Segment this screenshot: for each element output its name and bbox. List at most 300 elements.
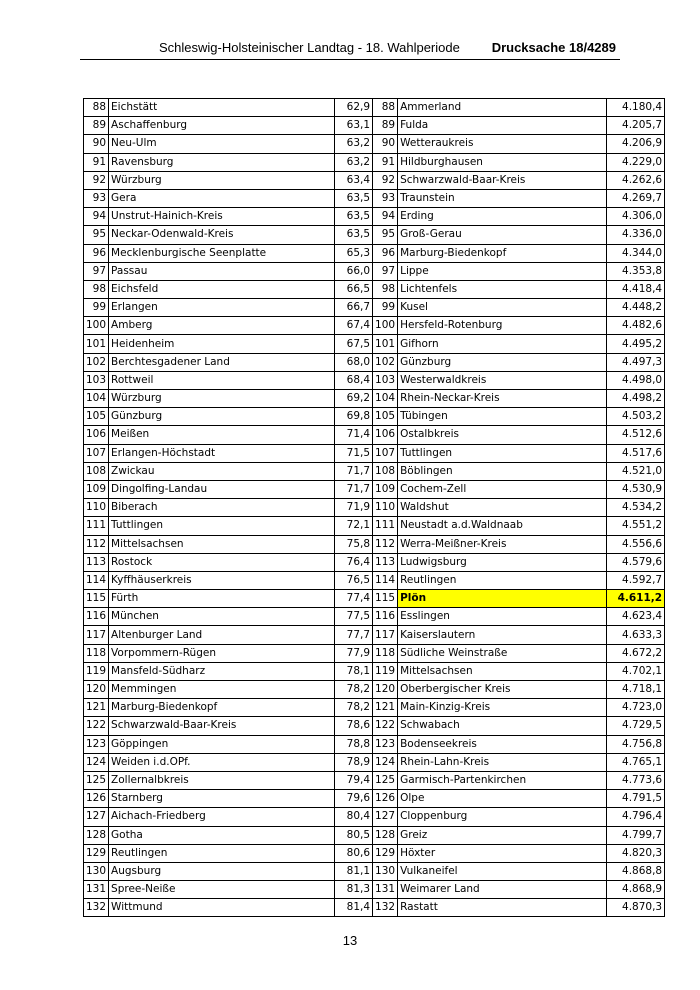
value-b-cell: 4.482,6 [607,317,665,335]
table-row [84,371,665,389]
district-b-cell: Main-Kinzig-Kreis [398,699,607,717]
table-row [84,881,665,899]
rank-b-cell: 101 [373,335,398,353]
value-b-cell: 4.336,0 [607,226,665,244]
district-a-cell: Biberach [109,499,335,517]
rank-a-cell: 104 [84,390,109,408]
rank-a-cell: 94 [84,208,109,226]
district-a-cell: Würzburg [109,171,335,189]
rank-b-cell: 113 [373,553,398,571]
table-row [84,517,665,535]
value-b-cell: 4.551,2 [607,517,665,535]
rank-a-cell: 102 [84,353,109,371]
value-a-cell: 66,7 [335,299,373,317]
rank-b-cell: 118 [373,644,398,662]
value-b-cell: 4.756,8 [607,735,665,753]
table-row [84,462,665,480]
rank-a-cell: 125 [84,771,109,789]
rank-a-cell: 99 [84,299,109,317]
table-row [84,771,665,789]
district-a-cell: Schwarzwald-Baar-Kreis [109,717,335,735]
value-a-cell: 78,2 [335,681,373,699]
table-row [84,426,665,444]
value-a-cell: 78,6 [335,717,373,735]
value-b-cell: 4.306,0 [607,208,665,226]
value-a-cell: 81,4 [335,899,373,917]
rank-a-cell: 115 [84,590,109,608]
value-b-cell: 4.495,2 [607,335,665,353]
document-title: Schleswig-Holsteinischer Landtag - 18. Wahlperiode [159,40,460,55]
district-b-cell: Kusel [398,299,607,317]
district-b-cell: Schwarzwald-Baar-Kreis [398,171,607,189]
district-b-cell: Cloppenburg [398,808,607,826]
table-row [84,299,665,317]
rank-a-cell: 107 [84,444,109,462]
value-a-cell: 72,1 [335,517,373,535]
value-a-cell: 75,8 [335,535,373,553]
district-a-cell: Marburg-Biedenkopf [109,699,335,717]
rank-a-cell: 109 [84,480,109,498]
value-b-cell: 4.765,1 [607,753,665,771]
district-a-cell: Berchtesgadener Land [109,353,335,371]
rank-b-cell: 100 [373,317,398,335]
rank-b-cell: 91 [373,153,398,171]
value-a-cell: 63,2 [335,153,373,171]
value-a-cell: 80,6 [335,844,373,862]
table-row [84,644,665,662]
district-b-cell: Westerwaldkreis [398,371,607,389]
district-a-cell: Memmingen [109,681,335,699]
rank-b-cell: 126 [373,790,398,808]
value-a-cell: 78,9 [335,753,373,771]
value-b-cell: 4.702,1 [607,662,665,680]
rank-b-cell: 105 [373,408,398,426]
value-a-cell: 66,0 [335,262,373,280]
rank-a-cell: 93 [84,189,109,207]
value-a-cell: 62,9 [335,99,373,117]
district-b-cell: Hildburghausen [398,153,607,171]
district-a-cell: Tuttlingen [109,517,335,535]
district-b-cell: Günzburg [398,353,607,371]
district-b-cell: Mittelsachsen [398,662,607,680]
rank-b-cell: 104 [373,390,398,408]
district-b-cell: Oberbergischer Kreis [398,681,607,699]
table-row [84,171,665,189]
rank-a-cell: 120 [84,681,109,699]
rank-b-cell: 89 [373,117,398,135]
district-b-cell: Waldshut [398,499,607,517]
district-b-cell: Groß-Gerau [398,226,607,244]
value-a-cell: 63,5 [335,208,373,226]
rank-a-cell: 100 [84,317,109,335]
rank-b-cell: 102 [373,353,398,371]
district-a-cell: Günzburg [109,408,335,426]
rank-a-cell: 127 [84,808,109,826]
district-a-cell: Rottweil [109,371,335,389]
ranking-table-body [84,99,665,917]
district-a-cell: Erlangen [109,299,335,317]
value-b-cell: 4.534,2 [607,499,665,517]
value-a-cell: 78,1 [335,662,373,680]
rank-b-cell: 114 [373,571,398,589]
rank-a-cell: 90 [84,135,109,153]
value-b-cell: 4.718,1 [607,681,665,699]
value-b-cell: 4.611,2 [607,590,665,608]
value-a-cell: 71,7 [335,480,373,498]
value-a-cell: 76,4 [335,553,373,571]
value-b-cell: 4.796,4 [607,808,665,826]
district-a-cell: Heidenheim [109,335,335,353]
rank-a-cell: 95 [84,226,109,244]
value-b-cell: 4.517,6 [607,444,665,462]
rank-a-cell: 118 [84,644,109,662]
table-row [84,608,665,626]
rank-b-cell: 127 [373,808,398,826]
table-row [84,499,665,517]
rank-b-cell: 108 [373,462,398,480]
table-row [84,626,665,644]
district-a-cell: Starnberg [109,790,335,808]
district-b-cell: Weimarer Land [398,881,607,899]
rank-a-cell: 114 [84,571,109,589]
district-b-cell: Höxter [398,844,607,862]
value-a-cell: 63,1 [335,117,373,135]
district-a-cell: Neu-Ulm [109,135,335,153]
district-a-cell: Rostock [109,553,335,571]
value-a-cell: 79,4 [335,771,373,789]
district-b-cell: Rhein-Neckar-Kreis [398,390,607,408]
value-b-cell: 4.672,2 [607,644,665,662]
rank-a-cell: 132 [84,899,109,917]
value-a-cell: 77,9 [335,644,373,662]
table-row [84,408,665,426]
rank-a-cell: 106 [84,426,109,444]
value-b-cell: 4.269,7 [607,189,665,207]
value-a-cell: 63,5 [335,189,373,207]
rank-a-cell: 130 [84,862,109,880]
table-row [84,390,665,408]
district-b-cell: Fulda [398,117,607,135]
rank-a-cell: 105 [84,408,109,426]
value-a-cell: 81,3 [335,881,373,899]
district-a-cell: Aschaffenburg [109,117,335,135]
district-b-cell: Tübingen [398,408,607,426]
ranking-table [83,98,665,917]
value-b-cell: 4.512,6 [607,426,665,444]
rank-b-cell: 123 [373,735,398,753]
page-header [80,38,620,60]
value-a-cell: 71,4 [335,426,373,444]
district-b-cell: Ammerland [398,99,607,117]
table-row [84,899,665,917]
value-a-cell: 71,7 [335,462,373,480]
district-b-cell: Tuttlingen [398,444,607,462]
rank-a-cell: 92 [84,171,109,189]
value-a-cell: 80,4 [335,808,373,826]
value-b-cell: 4.498,2 [607,390,665,408]
rank-b-cell: 94 [373,208,398,226]
district-a-cell: Dingolfing-Landau [109,480,335,498]
district-b-cell: Marburg-Biedenkopf [398,244,607,262]
table-row [84,99,665,117]
value-b-cell: 4.791,5 [607,790,665,808]
page-number: 13 [342,933,358,948]
rank-b-cell: 116 [373,608,398,626]
rank-a-cell: 122 [84,717,109,735]
district-a-cell: Vorpommern-Rügen [109,644,335,662]
value-a-cell: 80,5 [335,826,373,844]
rank-b-cell: 90 [373,135,398,153]
rank-b-cell: 112 [373,535,398,553]
district-a-cell: Amberg [109,317,335,335]
district-b-cell: Cochem-Zell [398,480,607,498]
table-row [84,662,665,680]
table-row [84,135,665,153]
table-row [84,117,665,135]
value-b-cell: 4.497,3 [607,353,665,371]
table-row [84,189,665,207]
rank-b-cell: 103 [373,371,398,389]
rank-a-cell: 98 [84,280,109,298]
table-row [84,844,665,862]
district-a-cell: Zollernalbkreis [109,771,335,789]
rank-a-cell: 129 [84,844,109,862]
district-a-cell: München [109,608,335,626]
rank-a-cell: 121 [84,699,109,717]
district-b-cell: Gifhorn [398,335,607,353]
value-b-cell: 4.498,0 [607,371,665,389]
value-a-cell: 71,9 [335,499,373,517]
value-b-cell: 4.262,6 [607,171,665,189]
table-row [84,862,665,880]
district-b-cell: Erding [398,208,607,226]
value-a-cell: 63,4 [335,171,373,189]
district-a-cell: Ravensburg [109,153,335,171]
district-b-cell: Werra-Meißner-Kreis [398,535,607,553]
value-b-cell: 4.344,0 [607,244,665,262]
value-b-cell: 4.556,6 [607,535,665,553]
rank-a-cell: 88 [84,99,109,117]
rank-b-cell: 119 [373,662,398,680]
district-b-cell: Lippe [398,262,607,280]
table-row [84,317,665,335]
table-row [84,280,665,298]
document-number: Drucksache 18/4289 [491,40,616,55]
district-b-cell: Ludwigsburg [398,553,607,571]
rank-a-cell: 117 [84,626,109,644]
value-a-cell: 71,5 [335,444,373,462]
value-b-cell: 4.448,2 [607,299,665,317]
table-row [84,444,665,462]
table-row [84,790,665,808]
value-a-cell: 68,0 [335,353,373,371]
rank-b-cell: 106 [373,426,398,444]
rank-b-cell: 117 [373,626,398,644]
table-row [84,535,665,553]
district-a-cell: Fürth [109,590,335,608]
rank-b-cell: 109 [373,480,398,498]
district-a-cell: Unstrut-Hainich-Kreis [109,208,335,226]
district-b-cell: Böblingen [398,462,607,480]
rank-b-cell: 92 [373,171,398,189]
district-a-cell: Eichstätt [109,99,335,117]
value-a-cell: 79,6 [335,790,373,808]
rank-b-cell: 129 [373,844,398,862]
value-b-cell: 4.353,8 [607,262,665,280]
rank-b-cell: 122 [373,717,398,735]
rank-a-cell: 101 [84,335,109,353]
district-a-cell: Weiden i.d.OPf. [109,753,335,771]
table-row [84,571,665,589]
rank-b-cell: 99 [373,299,398,317]
table-row [84,735,665,753]
district-a-cell: Meißen [109,426,335,444]
value-b-cell: 4.521,0 [607,462,665,480]
value-a-cell: 77,4 [335,590,373,608]
table-row [84,335,665,353]
rank-b-cell: 132 [373,899,398,917]
table-row [84,681,665,699]
value-b-cell: 4.870,3 [607,899,665,917]
district-a-cell: Neckar-Odenwald-Kreis [109,226,335,244]
rank-a-cell: 111 [84,517,109,535]
district-b-cell: Rhein-Lahn-Kreis [398,753,607,771]
district-b-cell: Lichtenfels [398,280,607,298]
value-b-cell: 4.799,7 [607,826,665,844]
district-b-cell: Traunstein [398,189,607,207]
rank-b-cell: 96 [373,244,398,262]
rank-b-cell: 128 [373,826,398,844]
rank-b-cell: 95 [373,226,398,244]
rank-a-cell: 128 [84,826,109,844]
district-b-cell: Vulkaneifel [398,862,607,880]
table-row [84,826,665,844]
value-b-cell: 4.205,7 [607,117,665,135]
district-b-cell: Garmisch-Partenkirchen [398,771,607,789]
value-a-cell: 66,5 [335,280,373,298]
value-a-cell: 77,5 [335,608,373,626]
district-b-cell: Wetteraukreis [398,135,607,153]
table-row [84,244,665,262]
rank-b-cell: 110 [373,499,398,517]
value-b-cell: 4.206,9 [607,135,665,153]
rank-b-cell: 131 [373,881,398,899]
value-b-cell: 4.579,6 [607,553,665,571]
district-a-cell: Spree-Neiße [109,881,335,899]
district-a-cell: Eichsfeld [109,280,335,298]
district-a-cell: Altenburger Land [109,626,335,644]
rank-b-cell: 111 [373,517,398,535]
table-row [84,226,665,244]
rank-b-cell: 124 [373,753,398,771]
rank-a-cell: 113 [84,553,109,571]
district-a-cell: Würzburg [109,390,335,408]
rank-b-cell: 121 [373,699,398,717]
district-a-cell: Wittmund [109,899,335,917]
value-b-cell: 4.773,6 [607,771,665,789]
value-b-cell: 4.868,9 [607,881,665,899]
district-a-cell: Göppingen [109,735,335,753]
rank-a-cell: 96 [84,244,109,262]
rank-a-cell: 103 [84,371,109,389]
rank-b-cell: 88 [373,99,398,117]
rank-a-cell: 124 [84,753,109,771]
district-b-cell: Hersfeld-Rotenburg [398,317,607,335]
value-a-cell: 63,5 [335,226,373,244]
rank-b-cell: 130 [373,862,398,880]
rank-a-cell: 110 [84,499,109,517]
district-a-cell: Kyffhäuserkreis [109,571,335,589]
rank-a-cell: 112 [84,535,109,553]
value-b-cell: 4.729,5 [607,717,665,735]
table-row [84,480,665,498]
district-b-cell: Olpe [398,790,607,808]
rank-a-cell: 91 [84,153,109,171]
value-b-cell: 4.868,8 [607,862,665,880]
district-a-cell: Erlangen-Höchstadt [109,444,335,462]
table-row [84,699,665,717]
district-a-cell: Mecklenburgische Seenplatte [109,244,335,262]
rank-b-cell: 120 [373,681,398,699]
district-a-cell: Zwickau [109,462,335,480]
rank-a-cell: 89 [84,117,109,135]
value-b-cell: 4.633,3 [607,626,665,644]
value-b-cell: 4.418,4 [607,280,665,298]
value-b-cell: 4.820,3 [607,844,665,862]
value-a-cell: 69,8 [335,408,373,426]
value-b-cell: 4.530,9 [607,480,665,498]
district-a-cell: Augsburg [109,862,335,880]
table-row [84,590,665,608]
table-row [84,808,665,826]
value-b-cell: 4.723,0 [607,699,665,717]
table-row [84,753,665,771]
district-a-cell: Mansfeld-Südharz [109,662,335,680]
district-a-cell: Passau [109,262,335,280]
value-b-cell: 4.592,7 [607,571,665,589]
district-b-cell: Rastatt [398,899,607,917]
value-b-cell: 4.503,2 [607,408,665,426]
rank-b-cell: 125 [373,771,398,789]
table-row [84,717,665,735]
value-a-cell: 65,3 [335,244,373,262]
district-b-cell: Greiz [398,826,607,844]
value-a-cell: 69,2 [335,390,373,408]
table-row [84,153,665,171]
rank-a-cell: 116 [84,608,109,626]
rank-a-cell: 119 [84,662,109,680]
rank-a-cell: 126 [84,790,109,808]
district-b-cell: Südliche Weinstraße [398,644,607,662]
district-a-cell: Mittelsachsen [109,535,335,553]
table-row [84,353,665,371]
value-a-cell: 78,8 [335,735,373,753]
value-a-cell: 67,4 [335,317,373,335]
rank-a-cell: 97 [84,262,109,280]
value-a-cell: 81,1 [335,862,373,880]
district-b-cell: Schwabach [398,717,607,735]
district-b-cell: Kaiserslautern [398,626,607,644]
district-a-cell: Gera [109,189,335,207]
rank-b-cell: 98 [373,280,398,298]
rank-b-cell: 107 [373,444,398,462]
table-row [84,262,665,280]
district-b-cell: Ostalbkreis [398,426,607,444]
district-a-cell: Aichach-Friedberg [109,808,335,826]
rank-a-cell: 108 [84,462,109,480]
district-a-cell: Reutlingen [109,844,335,862]
district-a-cell: Gotha [109,826,335,844]
